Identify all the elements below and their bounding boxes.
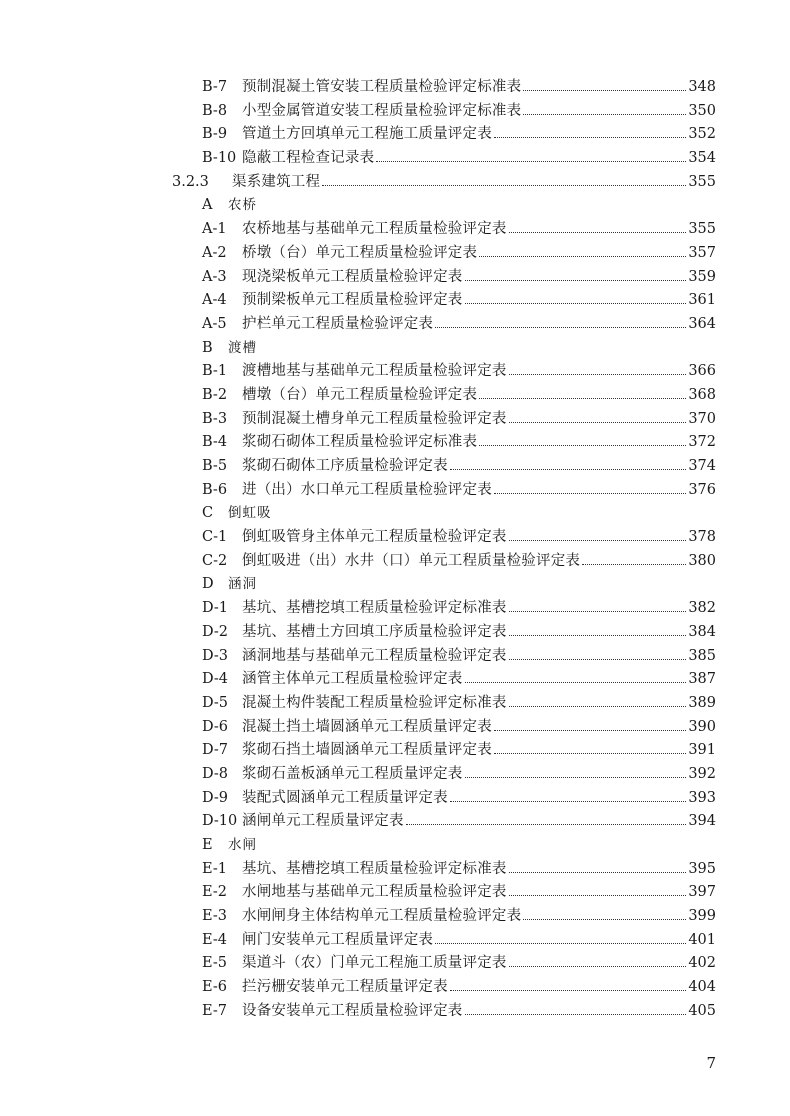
toc-entry[interactable] xyxy=(0,408,790,432)
dot-leader xyxy=(509,705,687,707)
entry-page-number: 374 xyxy=(688,458,716,474)
entry-page-number: 393 xyxy=(688,789,716,806)
entry-page-number: 385 xyxy=(688,647,716,664)
dot-leader xyxy=(376,160,686,162)
entry-page-number: 382 xyxy=(688,600,716,617)
entry-title: 浆砌石挡土墙圆涵单元工程质量评定表 xyxy=(242,742,492,759)
entry-code: E-4 xyxy=(202,931,227,948)
dot-leader xyxy=(465,776,687,778)
entry-page-number: 380 xyxy=(688,552,716,569)
entry-title: 槽墩（台）单元工程质量检验评定表 xyxy=(242,386,478,403)
entry-code: C-1 xyxy=(202,529,228,546)
entry-code: B-8 xyxy=(202,102,228,119)
entry-code: D-2 xyxy=(202,623,229,640)
group-code: A xyxy=(202,197,213,214)
entry-page-number: 391 xyxy=(688,742,716,759)
entry-code: A-1 xyxy=(202,221,227,238)
dot-leader xyxy=(435,942,686,944)
entry-code: B-1 xyxy=(202,363,228,380)
toc-entry[interactable] xyxy=(0,976,790,1000)
entry-code: C-2 xyxy=(202,552,228,569)
entry-title: 倒虹吸进（出）水井（口）单元工程质量检验评定表 xyxy=(242,552,581,569)
toc-entry[interactable] xyxy=(0,763,790,787)
entry-page-number: 404 xyxy=(688,979,716,996)
toc-entry[interactable] xyxy=(0,384,790,408)
toc-entry[interactable] xyxy=(0,147,790,171)
entry-title: 小型金属管道安装工程质量检验评定标准表 xyxy=(242,102,522,119)
entry-code: A-2 xyxy=(202,244,227,261)
dot-leader xyxy=(406,823,687,825)
group-title: 倒虹吸 xyxy=(228,505,272,522)
dot-leader xyxy=(450,468,687,470)
entry-code: D-9 xyxy=(202,789,229,806)
entry-title: 涵闸单元工程质量评定表 xyxy=(242,813,404,830)
entry-page-number: 352 xyxy=(688,126,716,143)
dot-leader xyxy=(465,302,687,304)
entry-title: 浆砌石砌体工程质量检验评定标准表 xyxy=(242,434,478,451)
dot-leader xyxy=(450,800,687,802)
toc-entry[interactable] xyxy=(0,100,790,124)
toc-entry[interactable] xyxy=(0,550,790,574)
dot-leader xyxy=(494,136,686,138)
entry-title: 涵洞地基与基础单元工程质量检验评定表 xyxy=(242,647,507,664)
entry-page-number: 361 xyxy=(688,292,716,309)
entry-title: 水闸地基与基础单元工程质量检验评定表 xyxy=(242,884,507,901)
entry-title: 进（出）水口单元工程质量检验评定表 xyxy=(242,481,492,498)
dot-leader xyxy=(582,563,686,565)
entry-title: 渠系建筑工程 xyxy=(232,173,321,190)
entry-title: 涵管主体单元工程质量检验评定表 xyxy=(242,671,463,688)
toc-entry[interactable] xyxy=(0,313,790,337)
toc-entry[interactable] xyxy=(0,455,790,479)
entry-page-number: 390 xyxy=(688,718,716,735)
entry-page-number: 395 xyxy=(688,860,716,877)
toc-entry[interactable] xyxy=(0,479,790,503)
dot-leader xyxy=(435,326,686,328)
group-title: 水闸 xyxy=(228,837,257,853)
entry-code: E-1 xyxy=(202,860,227,877)
dot-leader xyxy=(509,231,687,233)
entry-page-number: 354 xyxy=(688,150,716,167)
dot-leader xyxy=(509,539,687,541)
entry-page-number: 402 xyxy=(688,955,716,972)
entry-code: B-4 xyxy=(202,434,228,451)
toc-entry[interactable] xyxy=(0,431,790,455)
entry-code: A-4 xyxy=(202,292,227,309)
dot-leader xyxy=(479,397,686,399)
entry-title: 混凝土构件装配工程质量检验评定标准表 xyxy=(242,694,507,711)
dot-leader xyxy=(465,681,687,683)
toc-entry[interactable] xyxy=(0,810,790,834)
dot-leader xyxy=(509,373,687,375)
toc-entry[interactable] xyxy=(0,242,790,266)
entry-code: D-3 xyxy=(202,647,229,664)
toc-entry[interactable] xyxy=(0,218,790,242)
table-of-contents xyxy=(0,76,790,1024)
entry-page-number: 397 xyxy=(688,884,716,901)
entry-title: 基坑、基槽土方回填工序质量检验评定表 xyxy=(242,623,507,640)
entry-code: B-9 xyxy=(202,126,228,143)
toc-group-heading xyxy=(0,834,790,858)
entry-title: 浆砌石盖板涵单元工程质量评定表 xyxy=(242,765,463,782)
entry-code: B-10 xyxy=(202,150,237,167)
group-title: 渡槽 xyxy=(228,339,257,356)
entry-code: D-7 xyxy=(202,742,229,759)
dot-leader xyxy=(509,894,687,896)
dot-leader xyxy=(509,421,687,423)
dot-leader xyxy=(523,89,686,91)
entry-title: 设备安装单元工程质量检验评定表 xyxy=(242,1002,463,1019)
entry-page-number: 355 xyxy=(688,173,716,190)
entry-title: 护栏单元工程质量检验评定表 xyxy=(242,315,434,332)
entry-page-number: 350 xyxy=(688,102,716,119)
entry-code: B-5 xyxy=(202,458,228,474)
entry-page-number: 389 xyxy=(688,694,716,711)
entry-page-number: 355 xyxy=(688,221,716,238)
dot-leader xyxy=(494,729,686,731)
entry-code: E-6 xyxy=(202,979,227,996)
entry-code: E-5 xyxy=(202,955,227,972)
dot-leader xyxy=(322,184,686,186)
toc-entry[interactable] xyxy=(0,76,790,100)
toc-entry[interactable] xyxy=(0,289,790,313)
toc-entry[interactable] xyxy=(0,716,790,740)
toc-group-heading xyxy=(0,502,790,526)
entry-title: 装配式圆涵单元工程质量评定表 xyxy=(242,789,448,806)
entry-title: 水闸闸身主体结构单元工程质量检验评定表 xyxy=(242,908,522,925)
entry-page-number: 370 xyxy=(688,410,716,427)
toc-entry[interactable] xyxy=(0,668,790,692)
dot-leader xyxy=(479,444,686,446)
toc-entry[interactable] xyxy=(0,360,790,384)
group-title: 涵洞 xyxy=(228,576,257,593)
entry-code: D-8 xyxy=(202,765,229,782)
group-title: 农桥 xyxy=(228,197,257,214)
group-code: C xyxy=(202,505,214,522)
entry-title: 预制混凝土管安装工程质量检验评定标准表 xyxy=(242,79,522,95)
toc-group-heading xyxy=(0,573,790,597)
toc-group-heading xyxy=(0,337,790,361)
entry-code: A-3 xyxy=(202,268,227,285)
dot-leader xyxy=(479,255,686,257)
entry-code: B-3 xyxy=(202,410,228,427)
entry-page-number: 399 xyxy=(688,908,716,925)
entry-page-number: 401 xyxy=(688,931,716,948)
entry-code: 3.2.3 xyxy=(172,173,209,190)
dot-leader xyxy=(509,658,687,660)
entry-code: E-7 xyxy=(202,1002,227,1019)
entry-title: 管道土方回填单元工程施工质量评定表 xyxy=(242,126,492,143)
toc-entry[interactable] xyxy=(0,739,790,763)
dot-leader xyxy=(509,871,687,873)
entry-title: 混凝土挡土墙圆涵单元工程质量评定表 xyxy=(242,718,492,735)
entry-title: 浆砌石砌体工序质量检验评定表 xyxy=(242,458,448,474)
entry-page-number: 359 xyxy=(688,268,716,285)
entry-title: 闸门安装单元工程质量评定表 xyxy=(242,931,434,948)
entry-title: 基坑、基槽挖填工程质量检验评定标准表 xyxy=(242,600,507,617)
entry-code: E-2 xyxy=(202,884,227,901)
toc-entry[interactable] xyxy=(0,123,790,147)
entry-code: A-5 xyxy=(202,315,227,332)
toc-group-heading xyxy=(0,194,790,218)
toc-entry[interactable] xyxy=(0,881,790,905)
group-code: B xyxy=(202,339,213,356)
toc-entry[interactable] xyxy=(0,1000,790,1024)
entry-title: 预制混凝土槽身单元工程质量检验评定表 xyxy=(242,410,507,427)
dot-leader xyxy=(494,492,686,494)
dot-leader xyxy=(509,634,687,636)
entry-title: 倒虹吸管身主体单元工程质量检验评定表 xyxy=(242,529,507,546)
entry-page-number: 394 xyxy=(688,813,716,830)
dot-leader xyxy=(450,989,687,991)
entry-title: 预制梁板单元工程质量检验评定表 xyxy=(242,292,463,309)
entry-code: D-4 xyxy=(202,671,229,688)
entry-page-number: 368 xyxy=(688,386,716,403)
entry-page-number: 387 xyxy=(688,671,716,688)
dot-leader xyxy=(509,610,687,612)
toc-entry[interactable] xyxy=(0,266,790,290)
page-number: 7 xyxy=(706,1054,716,1072)
toc-entry[interactable] xyxy=(0,526,790,550)
entry-code: B-2 xyxy=(202,386,228,403)
entry-code: E-3 xyxy=(202,908,227,925)
entry-title: 现浇梁板单元工程质量检验评定表 xyxy=(242,268,463,285)
entry-code: D-5 xyxy=(202,694,229,711)
toc-entry[interactable] xyxy=(0,787,790,811)
entry-page-number: 405 xyxy=(688,1002,716,1019)
toc-entry[interactable] xyxy=(0,952,790,976)
entry-title: 基坑、基槽挖填工程质量检验评定标准表 xyxy=(242,860,507,877)
group-code: E xyxy=(202,837,213,853)
entry-code: D-10 xyxy=(202,813,238,830)
toc-section-entry[interactable] xyxy=(0,171,790,195)
dot-leader xyxy=(509,965,687,967)
entry-title: 隐蔽工程检查记录表 xyxy=(242,150,375,167)
toc-entry[interactable] xyxy=(0,858,790,882)
entry-page-number: 372 xyxy=(688,434,716,451)
entry-page-number: 384 xyxy=(688,623,716,640)
entry-page-number: 348 xyxy=(688,79,716,95)
entry-page-number: 366 xyxy=(688,363,716,380)
dot-leader xyxy=(523,113,686,115)
entry-title: 拦污栅安装单元工程质量评定表 xyxy=(242,979,448,996)
toc-entry[interactable] xyxy=(0,929,790,953)
entry-page-number: 357 xyxy=(688,244,716,261)
entry-code: D-6 xyxy=(202,718,229,735)
entry-page-number: 378 xyxy=(688,529,716,546)
toc-entry[interactable] xyxy=(0,692,790,716)
entry-title: 渠道斗（农）门单元工程施工质量评定表 xyxy=(242,955,507,972)
entry-page-number: 392 xyxy=(688,765,716,782)
group-code: D xyxy=(202,576,214,593)
entry-title: 农桥地基与基础单元工程质量检验评定表 xyxy=(242,221,507,238)
entry-code: B-6 xyxy=(202,481,228,498)
toc-entry[interactable] xyxy=(0,597,790,621)
entry-page-number: 376 xyxy=(688,481,716,498)
entry-code: D-1 xyxy=(202,600,229,617)
entry-code: B-7 xyxy=(202,79,228,95)
dot-leader xyxy=(523,918,686,920)
dot-leader xyxy=(465,279,687,281)
dot-leader xyxy=(494,752,686,754)
toc-entry[interactable] xyxy=(0,621,790,645)
entry-title: 渡槽地基与基础单元工程质量检验评定表 xyxy=(242,363,507,380)
toc-entry[interactable] xyxy=(0,645,790,669)
toc-entry[interactable] xyxy=(0,905,790,929)
entry-page-number: 364 xyxy=(688,315,716,332)
dot-leader xyxy=(465,1013,687,1015)
entry-title: 桥墩（台）单元工程质量检验评定表 xyxy=(242,244,478,261)
